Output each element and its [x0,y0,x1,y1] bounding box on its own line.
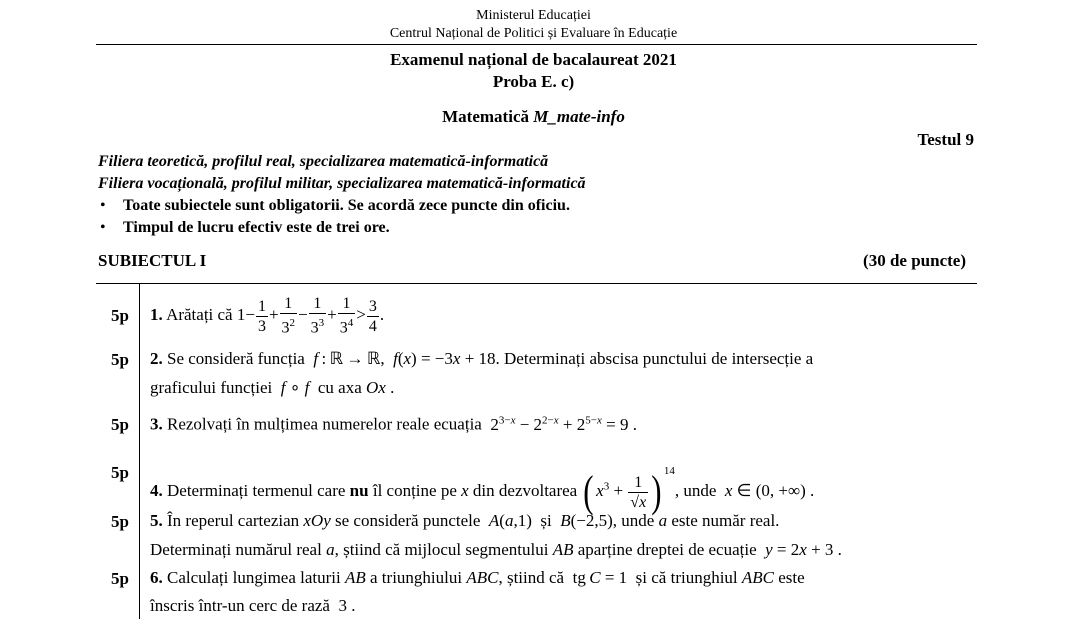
problem-1-points: 5p [111,306,129,325]
radius-value: 3 . [334,596,356,615]
point-a: A(a,1) [488,511,537,530]
problem-3-equation: $2^{3-x} - 2^{2-x} + 2^{5-x} = 9$ . [486,414,637,434]
problem-2-line-1: 2. Se consideră funcția f : ℝ → ℝ, f(x) = −3x + 18. Determinați abscisa punctului de intersecție a [150,349,814,368]
problem-6-points: 5p [111,569,129,588]
binomial-expression: ( $x^3$ + $\frac{1}{√x}$ ) $^{14}$ [583,465,675,517]
problem-3: 3. Rezolvați în mulțimea numerelor reale ecuația $2^{3-x} - 2^{2-x} + 2^{5-x} = 9$ . [150,414,637,434]
exam-proba: Proba E. c) [492,72,575,91]
center-name: Centrul Național de Politici și Evaluare în Educație [389,26,678,41]
problem-2-points: 5p [111,350,129,369]
problem-5-line-1: 5. În reperul cartezian xOy se consideră punctele A(a,1) și B(−2,5), unde a este număr real. [150,511,780,530]
function-definition: f : ℝ → ℝ, f(x) = −3x + 18 [313,349,496,368]
section-divider [96,283,977,284]
ministry-name: Ministerul Educației [476,8,591,23]
points-column-divider [139,284,140,619]
intro-line-1: Filiera teoretică, profilul real, specializarea matematică-informatică [98,153,549,170]
problem-5-points: 5p [111,512,129,531]
line-equation: y = 2x + 3 . [765,540,842,559]
problem-4-points: 5p [111,463,129,482]
problem-6-line-1: 6. Calculați lungimea laturii AB a triunghiului ABC, știind că tg C = 1 și că triunghiul ABC este [150,568,805,587]
problem-2-line-2: graficului funcției f ∘ f cu axa Ox . [150,378,395,397]
problem-3-points: 5p [111,415,129,434]
intro-bullet-2: Timpul de lucru efectiv este de trei ore. [123,219,390,236]
problem-4: 4. Determinați termenul care nu îl conține pe x din dezvoltarea ( $x^3$ + $\frac{1}{√x}$ ) $^{14}$, unde x ∈ (0, +∞) . [150,465,815,517]
section-points: (30 de puncte) [863,251,966,270]
header-divider [96,44,977,45]
section-name: SUBIECTUL I [98,251,207,270]
intro-line-2: Filiera vocațională, profilul militar, specializarea matematică-informatică [98,175,586,192]
test-number: Testul 9 [917,130,974,149]
subject-title: Matematică M_mate-info [442,107,625,126]
bullet-icon: • [100,197,106,214]
problem-1: 1. Arătați că 1− $\frac{1}{3}$ + $\frac{1}{3^2}$ − $\frac{1}{3^3}$ + $\frac{1}{3^4}$ > $\frac{3}{4}$ . [150,295,385,337]
exam-title: Examenul național de bacalaureat 2021 [390,50,677,69]
problem-6-line-2: înscris într-un cerc de rază 3 . [150,596,356,615]
problem-5-line-2: Determinați numărul real a, știind că mijlocul segmentului AB aparține dreptei de ecuație y = 2x + 3 . [150,540,842,559]
domain-condition: x ∈ (0, +∞) . [724,481,815,500]
subject-variant: M_mate-info [533,107,625,126]
composition: f ∘ f [280,378,310,397]
bullet-icon: • [100,219,106,236]
tangent-condition: tg C = 1 [568,568,632,587]
problem-1-expression: 1− $\frac{1}{3}$ + $\frac{1}{3^2}$ − $\frac{1}{3^3}$ + $\frac{1}{3^4}$ > $\frac{3}{4}$ . [236,295,385,337]
point-b: B(−2,5) [560,511,613,530]
intro-bullet-1: Toate subiectele sunt obligatorii. Se acordă zece puncte din oficiu. [123,197,570,214]
